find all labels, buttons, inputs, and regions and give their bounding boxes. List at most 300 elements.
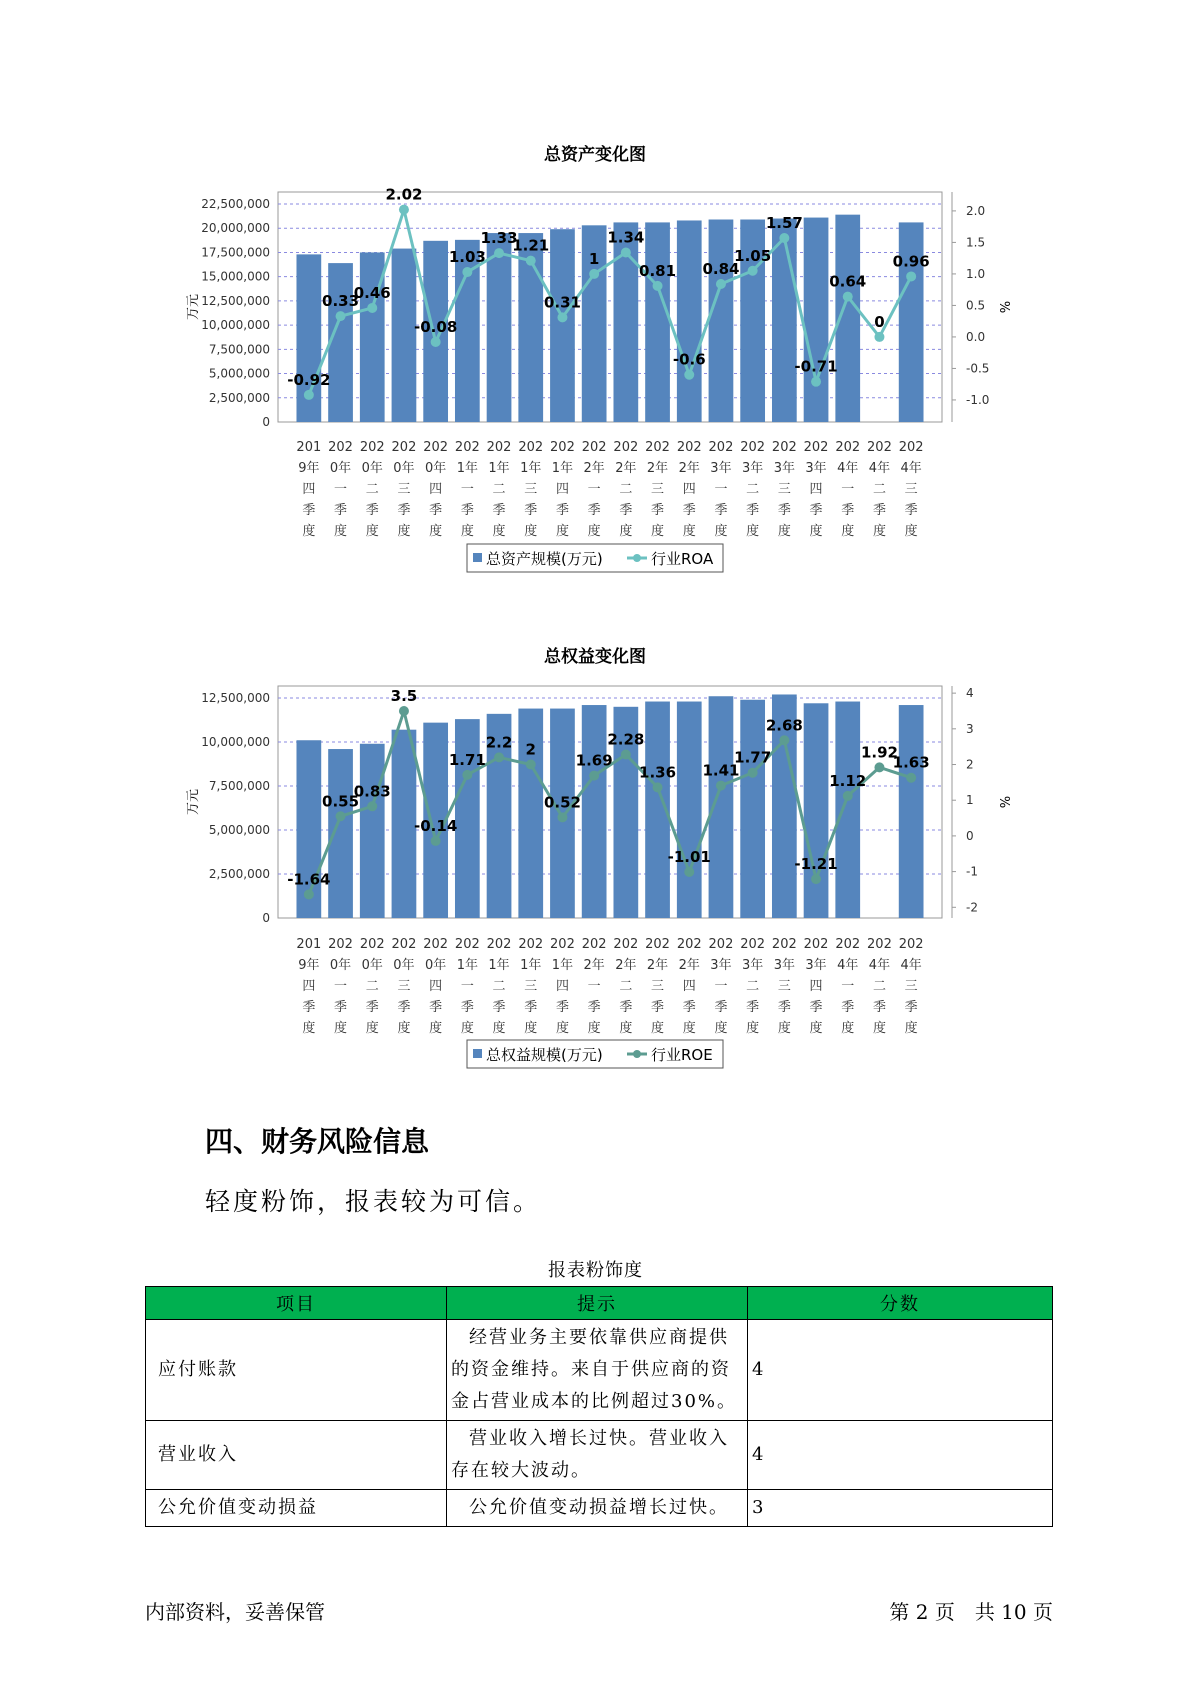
category-label: 度 [429, 524, 443, 539]
category-label: 季 [492, 503, 506, 518]
legend-line-label: 行业ROA [651, 550, 714, 568]
total-equity-chart-svg [0, 640, 1191, 1080]
category-label: 1年 [488, 461, 510, 476]
left-tick-label: 15,000,000 [201, 269, 270, 284]
right-tick-label: 0 [966, 828, 974, 843]
line-point [653, 782, 663, 792]
category-label: 度 [619, 524, 633, 539]
category-label: 四 [809, 482, 823, 497]
category-label: 202 [867, 937, 892, 952]
footer-page-number: 第 2 页 共 10 页 [889, 1600, 1053, 1624]
line-point [462, 267, 472, 277]
category-label: 202 [454, 937, 480, 952]
category-label: 2年 [615, 461, 637, 476]
line-point [906, 773, 916, 783]
left-tick-label: 10,000,000 [201, 318, 270, 333]
category-label: 4年 [900, 461, 922, 476]
category-label: 3年 [710, 958, 732, 973]
line-point [653, 281, 663, 291]
right-tick-label: 1.5 [966, 235, 986, 250]
category-label: 1年 [520, 958, 542, 973]
category-label: 202 [454, 440, 480, 455]
category-label: 202 [581, 937, 607, 952]
category-label: 202 [740, 440, 766, 455]
category-label: 季 [492, 1000, 506, 1015]
data-label: 1.21 [512, 236, 550, 255]
risk-table [145, 1286, 1053, 1527]
line-point [367, 303, 377, 313]
category-label: 四 [555, 979, 569, 994]
category-label: 202 [771, 440, 797, 455]
category-label: 202 [391, 937, 417, 952]
section-title: 四、财务风险信息 [205, 1125, 430, 1158]
right-tick-label: -2 [966, 900, 978, 915]
category-label: 季 [809, 503, 823, 518]
category-label: 0年 [361, 461, 383, 476]
category-label: 202 [771, 937, 797, 952]
category-label: 季 [555, 503, 569, 518]
bar [835, 702, 860, 918]
category-label: 202 [613, 937, 639, 952]
data-label: -1.21 [794, 855, 838, 874]
data-label: 1.33 [480, 229, 518, 248]
category-label: 3年 [805, 461, 827, 476]
data-label: 2 [525, 740, 536, 759]
category-label: 202 [708, 937, 734, 952]
total-assets-chart [0, 140, 1191, 600]
left-tick-label: 17,500,000 [201, 245, 270, 260]
right-axis-label: % [996, 795, 1011, 809]
category-label: 202 [328, 440, 353, 455]
category-label: 2年 [646, 958, 669, 973]
category-label: 一 [334, 979, 348, 994]
category-label: 度 [365, 524, 379, 539]
line-point [589, 771, 599, 781]
risk-summary-text: 轻度粉饰，报表较为可信。 [205, 1187, 542, 1216]
data-label: -1.01 [667, 847, 711, 866]
category-label: 202 [518, 937, 544, 952]
data-label: -0.14 [414, 816, 458, 835]
category-label: 3年 [742, 461, 764, 476]
category-label: 4年 [868, 958, 891, 973]
category-label: 0年 [361, 958, 383, 973]
bar [328, 749, 353, 918]
data-label: 0.64 [829, 272, 867, 291]
category-label: 度 [587, 1021, 601, 1036]
left-axis-label: 万元 [186, 788, 201, 816]
category-label: 季 [429, 1000, 443, 1015]
category-label: 202 [486, 937, 512, 952]
category-label: 度 [524, 524, 538, 539]
category-label: 三 [904, 979, 918, 994]
category-label: 度 [524, 1021, 538, 1036]
line-point [779, 233, 789, 243]
category-label: 202 [645, 937, 670, 952]
category-label: 季 [524, 1000, 538, 1015]
category-label: 季 [334, 1000, 348, 1015]
category-label: 二 [746, 979, 760, 994]
row-score: 4 [748, 1421, 1053, 1490]
data-label: -0.92 [287, 370, 331, 389]
left-tick-label: 0 [262, 911, 270, 925]
category-label: 202 [645, 440, 670, 455]
category-label: 四 [429, 482, 443, 497]
table-row [146, 1421, 1053, 1490]
category-label: 季 [746, 1000, 760, 1015]
line-point [557, 812, 567, 822]
category-label: 202 [803, 937, 829, 952]
category-label: 季 [555, 1000, 569, 1015]
category-label: 202 [550, 440, 575, 455]
data-label: 0.46 [353, 283, 391, 302]
category-label: 度 [619, 1021, 633, 1036]
right-tick-label: 2.0 [966, 203, 986, 218]
category-label: 季 [302, 1000, 316, 1015]
data-label: 0.33 [322, 292, 360, 311]
category-label: 202 [867, 440, 892, 455]
left-tick-label: 5,000,000 [208, 823, 270, 837]
bar [550, 229, 575, 422]
category-label: 一 [587, 979, 601, 994]
category-label: 9年 [298, 958, 320, 973]
data-label: -0.08 [414, 317, 458, 336]
category-label: 1年 [520, 461, 542, 476]
category-label: 度 [904, 524, 918, 539]
row-hint: 营业收入增长过快。营业收入存在较大波动。 [447, 1421, 748, 1490]
legend-line-marker [633, 1050, 641, 1058]
category-label: 四 [302, 979, 316, 994]
category-label: 202 [898, 937, 924, 952]
line-point [336, 311, 346, 321]
category-label: 度 [714, 1021, 728, 1036]
category-label: 季 [682, 503, 696, 518]
data-label: 1 [588, 249, 600, 268]
category-label: 202 [391, 440, 417, 455]
data-label: 0.81 [639, 261, 677, 280]
category-label: 度 [302, 1021, 316, 1036]
category-label: 度 [365, 1021, 379, 1036]
data-label: 0.84 [702, 260, 740, 278]
line-point [716, 781, 726, 791]
legend-bar-swatch [473, 1049, 482, 1058]
bar [677, 220, 702, 422]
total-assets-chart-svg [0, 140, 1191, 600]
category-label: 度 [809, 1021, 823, 1036]
category-label: 度 [746, 1021, 760, 1036]
bar [645, 222, 670, 422]
category-label: 四 [429, 979, 443, 994]
category-label: 202 [359, 937, 385, 952]
line-point [811, 874, 821, 884]
line-point [336, 811, 346, 821]
line-point [843, 791, 853, 801]
row-score: 4 [748, 1320, 1053, 1421]
category-label: 季 [587, 1000, 601, 1015]
category-label: 度 [651, 1021, 665, 1036]
row-score: 3 [748, 1490, 1053, 1527]
line-point [526, 760, 536, 770]
bar [487, 233, 512, 422]
category-label: 季 [872, 1000, 886, 1015]
line-point [462, 770, 472, 780]
data-label: 1.03 [448, 248, 486, 267]
row-item: 营业收入 [146, 1421, 447, 1490]
category-label: 一 [460, 482, 474, 497]
row-item: 公允价值变动损益 [146, 1490, 447, 1527]
category-label: 度 [460, 1021, 474, 1036]
right-tick-label: 2 [966, 757, 974, 772]
category-label: 2年 [615, 958, 637, 973]
left-tick-label: 10,000,000 [201, 735, 270, 749]
category-label: 季 [397, 503, 411, 518]
category-label: 一 [714, 979, 728, 994]
table-header-row [146, 1287, 1053, 1320]
line-point [494, 752, 504, 762]
line-point [399, 706, 409, 716]
bar [804, 703, 829, 918]
data-label: 1.05 [734, 246, 772, 265]
category-label: 季 [651, 1000, 665, 1015]
right-tick-label: -1.0 [966, 392, 990, 407]
category-label: 202 [898, 440, 924, 455]
category-label: 季 [397, 1000, 411, 1015]
category-label: 季 [429, 503, 443, 518]
category-label: 季 [841, 1000, 855, 1015]
category-label: 季 [904, 1000, 918, 1015]
category-label: 度 [777, 524, 791, 539]
left-tick-label: 5,000,000 [208, 366, 270, 381]
category-label: 4年 [900, 958, 922, 973]
bar [804, 218, 829, 422]
left-tick-label: 7,500,000 [208, 342, 270, 357]
data-label: 1.36 [639, 763, 677, 782]
category-label: 四 [302, 482, 316, 497]
category-label: 202 [423, 440, 449, 455]
right-tick-label: 0.5 [966, 298, 986, 313]
bar [328, 263, 353, 422]
line-point [304, 889, 314, 899]
right-tick-label: 0.0 [966, 329, 986, 344]
table-caption: 报表粉饰度 [548, 1260, 643, 1281]
line-point [684, 867, 694, 877]
category-label: 1年 [488, 958, 510, 973]
category-label: 季 [619, 503, 633, 518]
table-row [146, 1490, 1053, 1527]
bar [392, 249, 417, 422]
category-label: 季 [587, 503, 601, 518]
legend-line-marker [633, 554, 641, 562]
category-label: 二 [365, 979, 379, 994]
category-label: 度 [777, 1021, 791, 1036]
category-label: 度 [872, 524, 886, 539]
category-label: 四 [809, 979, 823, 994]
legend-bar-swatch [473, 553, 482, 562]
category-label: 2年 [583, 958, 605, 973]
category-label: 一 [334, 482, 348, 497]
category-label: 202 [581, 440, 607, 455]
category-label: 1年 [456, 461, 478, 476]
category-label: 季 [714, 1000, 728, 1015]
category-label: 202 [518, 440, 544, 455]
category-label: 度 [746, 524, 760, 539]
category-label: 3年 [742, 958, 764, 973]
category-label: 度 [492, 524, 506, 539]
data-label: 1.77 [734, 748, 772, 767]
line-point [843, 292, 853, 302]
category-label: 度 [841, 1021, 855, 1036]
category-label: 三 [651, 482, 665, 497]
category-label: 202 [613, 440, 639, 455]
left-tick-label: 2,500,000 [208, 867, 270, 881]
category-label: 度 [397, 524, 411, 539]
category-label: 季 [904, 503, 918, 518]
category-label: 一 [841, 482, 855, 497]
category-label: 202 [835, 440, 861, 455]
category-label: 4年 [837, 461, 859, 476]
data-label: 1.69 [575, 751, 613, 770]
category-label: 三 [651, 979, 665, 994]
right-tick-label: 1.0 [966, 266, 986, 281]
category-label: 度 [334, 1021, 348, 1036]
category-label: 202 [708, 440, 734, 455]
category-label: 201 [296, 937, 322, 952]
data-label: -0.71 [794, 357, 838, 376]
category-label: 二 [872, 482, 886, 497]
line-point [874, 332, 884, 342]
line-point [748, 266, 758, 276]
data-label: 1.71 [448, 750, 486, 769]
row-hint: 公允价值变动损益增长过快。 [447, 1490, 748, 1527]
category-label: 度 [714, 524, 728, 539]
category-label: 季 [365, 503, 379, 518]
line-point [367, 801, 377, 811]
category-label: 季 [682, 1000, 696, 1015]
category-label: 季 [460, 1000, 474, 1015]
header-hint: 提示 [447, 1287, 748, 1320]
category-label: 3年 [773, 958, 795, 973]
category-label: 0年 [393, 461, 415, 476]
line-point [621, 247, 631, 257]
header-score: 分数 [748, 1287, 1053, 1320]
category-label: 202 [740, 937, 766, 952]
category-label: 三 [397, 979, 411, 994]
left-tick-label: 12,500,000 [201, 691, 270, 705]
line-point [779, 735, 789, 745]
left-tick-label: 0 [262, 415, 270, 429]
category-label: 三 [777, 482, 791, 497]
line-point [874, 762, 884, 772]
category-label: 季 [460, 503, 474, 518]
data-label: 2.2 [485, 733, 513, 752]
category-label: 季 [302, 503, 316, 518]
category-label: 季 [365, 1000, 379, 1015]
category-label: 季 [809, 1000, 823, 1015]
category-label: 四 [682, 979, 696, 994]
category-label: 3年 [710, 461, 732, 476]
data-label: 0.96 [892, 252, 930, 271]
category-label: 度 [429, 1021, 443, 1036]
category-label: 二 [492, 979, 506, 994]
line-point [621, 750, 631, 760]
category-label: 度 [682, 1021, 696, 1036]
category-label: 0年 [425, 461, 447, 476]
category-label: 2年 [678, 958, 700, 973]
category-label: 二 [365, 482, 379, 497]
category-label: 2年 [583, 461, 605, 476]
line-point [431, 836, 441, 846]
line-point [811, 377, 821, 387]
category-label: 季 [777, 1000, 791, 1015]
category-label: 季 [334, 503, 348, 518]
category-label: 度 [651, 524, 665, 539]
category-label: 202 [676, 440, 702, 455]
category-label: 202 [359, 440, 385, 455]
right-tick-label: -0.5 [966, 361, 990, 376]
category-label: 三 [904, 482, 918, 497]
data-label: 3.5 [390, 686, 418, 705]
line-point [399, 205, 409, 215]
bar [740, 700, 765, 918]
category-label: 2年 [678, 461, 700, 476]
line-point [557, 312, 567, 322]
bar [392, 730, 417, 918]
right-tick-label: -1 [966, 864, 978, 879]
right-tick-label: 1 [966, 793, 974, 808]
category-label: 202 [328, 937, 353, 952]
line-point [304, 390, 314, 400]
category-label: 度 [682, 524, 696, 539]
category-label: 0年 [425, 958, 447, 973]
data-label: 1.34 [607, 228, 645, 247]
category-label: 二 [619, 979, 633, 994]
line-point [748, 768, 758, 778]
left-tick-label: 20,000,000 [201, 221, 270, 236]
line-point [716, 279, 726, 289]
bar [899, 705, 924, 918]
left-tick-label: 12,500,000 [201, 293, 270, 308]
category-label: 三 [397, 482, 411, 497]
category-label: 度 [492, 1021, 506, 1036]
category-label: 季 [841, 503, 855, 518]
category-label: 二 [492, 482, 506, 497]
category-label: 度 [587, 524, 601, 539]
line-point [494, 248, 504, 258]
left-tick-label: 2,500,000 [208, 390, 270, 405]
category-label: 四 [682, 482, 696, 497]
right-tick-label: 4 [966, 686, 974, 701]
data-label: 0.31 [543, 293, 581, 312]
category-label: 季 [872, 503, 886, 518]
data-label: 2.68 [765, 716, 803, 735]
legend-bar-label: 总资产规模(万元) [486, 550, 603, 568]
category-label: 度 [302, 524, 316, 539]
category-label: 季 [777, 503, 791, 518]
category-label: 202 [835, 937, 861, 952]
data-label: 0.55 [322, 792, 360, 811]
line-point [589, 269, 599, 279]
row-hint: 经营业务主要依靠供应商提供的资金维持。来自于供应商的资金占营业成本的比例超过30%。 [447, 1320, 748, 1421]
line-point [431, 337, 441, 347]
category-label: 0年 [329, 958, 352, 973]
header-item: 项目 [146, 1287, 447, 1320]
category-label: 四 [555, 482, 569, 497]
bar [582, 705, 607, 918]
category-label: 度 [809, 524, 823, 539]
category-label: 202 [550, 937, 575, 952]
bar [455, 719, 480, 918]
category-label: 度 [460, 524, 474, 539]
category-label: 季 [746, 503, 760, 518]
